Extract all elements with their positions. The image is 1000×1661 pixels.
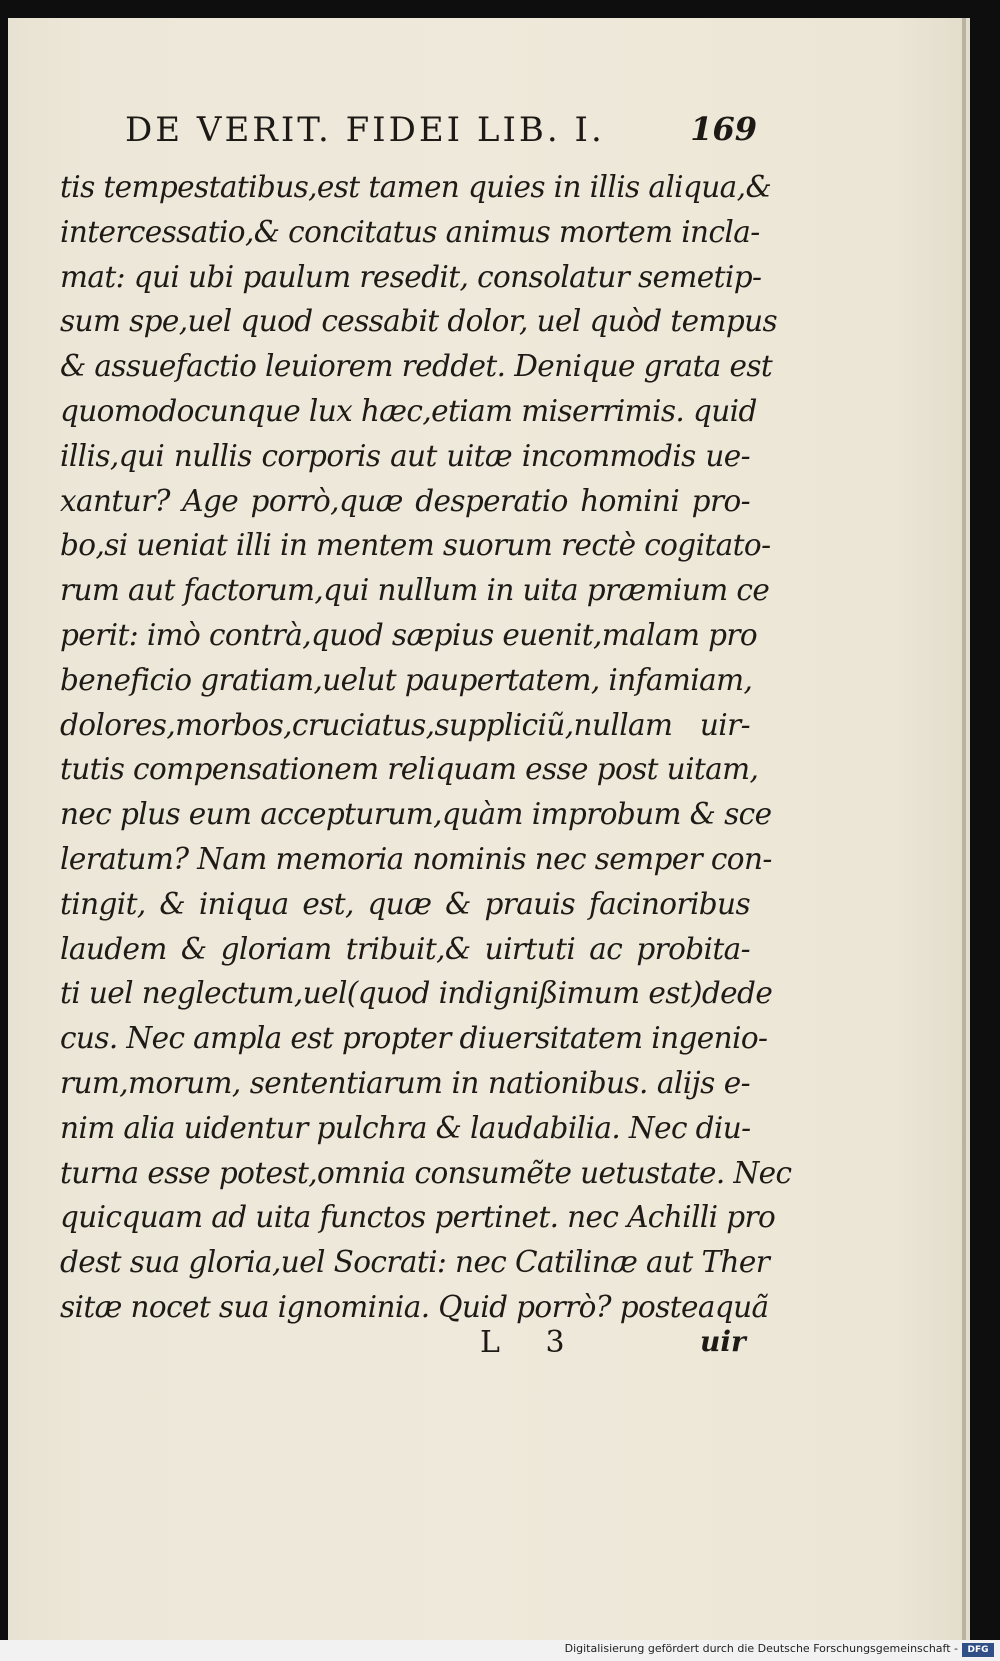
text-line: tingit, & iniqua est, quæ & prauis facinoribus <box>60 886 750 921</box>
signature-mark: L 3 <box>480 1325 583 1360</box>
text-line: & assuefactio leuiorem reddet. Denique grata est <box>60 349 773 384</box>
text-line: bo,si ueniat illi in mentem suorum rectè cogitato- <box>60 528 771 563</box>
running-title: DE VERIT. FIDEI LIB. I. <box>125 110 605 150</box>
body-text <box>60 165 792 1330</box>
text-line: laudem & gloriam tribuit,& uirtuti ac probita- <box>60 931 750 966</box>
page-header <box>117 100 757 150</box>
text-line: leratum? Nam memoria nominis nec semper con- <box>60 841 772 876</box>
funding-credit: Digitalisierung gefördert durch die Deutsche Forschungsgemeinschaft - <box>564 1642 958 1655</box>
text-line: perit: imò contrà,quod sæpius euenit,malam pro <box>60 617 758 652</box>
catchword: uir <box>700 1325 746 1358</box>
text-line: cus. Nec ampla est propter diuersitatem ingenio- <box>60 1021 768 1056</box>
text-line: nim alia uidentur pulchra & laudabilia. Nec diu- <box>60 1110 751 1145</box>
text-line: xantur? Age porrò,quæ desperatio homini pro- <box>60 483 750 518</box>
page-number: 169 <box>690 110 757 148</box>
text-line: rum,morum, sententiarum in nationibus. alijs e- <box>60 1065 750 1100</box>
text-line: mat: qui ubi paulum resedit, consolatur semetip- <box>60 259 762 294</box>
text-line: dest sua gloria,uel Socrati: nec Catilinæ aut Ther <box>60 1245 770 1280</box>
text-line: illis,qui nullis corporis aut uitæ incommodis ue- <box>60 438 750 473</box>
text-line: sum spe,uel quod cessabit dolor, uel quòd tempus <box>60 304 778 339</box>
text-line: tutis compensationem reliquam esse post uitam, <box>60 752 759 787</box>
page-footer <box>120 1325 760 1375</box>
page-edge <box>962 18 966 1640</box>
text-line: intercessatio,& concitatus animus mortem incla- <box>60 214 760 249</box>
text-line: beneficio gratiam,uelut paupertatem, infamiam, <box>60 662 753 697</box>
credit-bar <box>0 1640 1000 1661</box>
text-line: quomodocunque lux hæc,etiam miserrimis. quid <box>60 393 757 428</box>
text-line: tis tempestatibus,est tamen quies in illis aliqua,& <box>60 170 772 204</box>
text-line: turna esse potest,omnia consumẽte uetustate. Nec <box>60 1155 792 1190</box>
text-line: nec plus eum accepturum,quàm improbum & sce <box>60 797 772 832</box>
text-line: quicquam ad uita functos pertinet. nec Achilli pro <box>60 1200 776 1235</box>
text-line: rum aut factorum,qui nullum in uita præmium ce <box>60 573 770 608</box>
dfg-logo-icon: DFG <box>962 1643 994 1657</box>
text-line: dolores,morbos,cruciatus,suppliciũ,nullam uir- <box>60 707 750 742</box>
text-line: sitæ nocet sua ignominia. Quid porrò? posteaquã <box>60 1289 769 1324</box>
text-line: ti uel neglectum,uel(quod indignißimum est)dede <box>60 976 773 1011</box>
